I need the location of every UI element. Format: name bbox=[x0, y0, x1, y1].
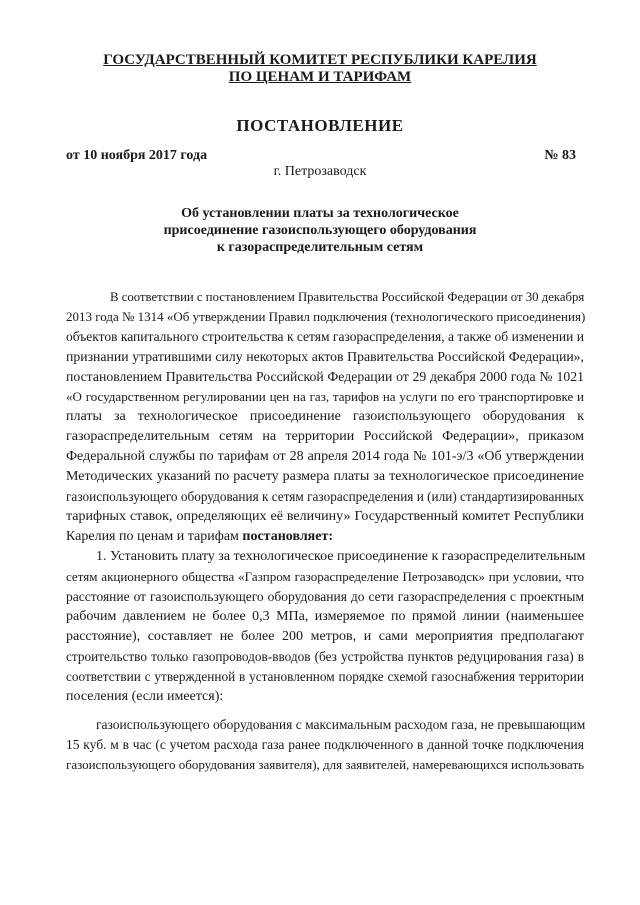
document-city: г. Петрозаводск bbox=[273, 164, 367, 179]
body-line: тарифных ставок, определяющих её величину» Государственный комитет Республики bbox=[66, 509, 584, 524]
body-line: Методических указаний по расчету размера платы за технологическое присоединение bbox=[66, 469, 584, 484]
body-line: 15 куб. м в час (с учетом расхода газа ранее подключенного в данной точке подключения bbox=[66, 737, 584, 752]
body-line: признании утратившими силу некоторых актов Правительства Российской Федерации», bbox=[66, 349, 584, 364]
document-subject bbox=[0, 205, 640, 256]
body-line: «О государственном регулировании цен на газ, тарифов на услуги по его транспортировке и bbox=[66, 389, 584, 404]
body-line: соответствии с утвержденной в установленном порядке схемой газоснабжения территории bbox=[66, 669, 584, 684]
body-line: Федеральной службы по тарифам от 28 апреля 2014 года № 101-э/3 «Об утверждении bbox=[66, 449, 584, 464]
body-line bbox=[66, 527, 584, 547]
body-line: газоиспользующего оборудования с максимальным расходом газа, не превышающим bbox=[96, 717, 586, 732]
subject-line: Об установлении платы за технологическое bbox=[181, 206, 459, 221]
document-date: от 10 ноября 2017 года bbox=[66, 148, 208, 163]
document-number: № 83 bbox=[544, 148, 576, 163]
body-line: газоиспользующего оборудования к сетям газораспределения и (или) стандартизированных bbox=[66, 489, 585, 504]
body-line: 1. Установить плату за технологическое присоединение к газораспределительным bbox=[96, 549, 586, 564]
body-line: объектов капитального строительства к сетям газораспределения, а также об изменении и bbox=[66, 329, 584, 344]
body-line: газораспределительным сетям на территории Российской Федерации», приказом bbox=[66, 429, 584, 444]
body-line: сетям акционерного общества «Газпром газораспределение Петрозаводск» при условии, что bbox=[66, 569, 584, 584]
body-line: 2013 года № 1314 «Об утверждении Правил подключения (технологического присоединения) bbox=[66, 309, 586, 324]
body-line: газоиспользующего оборудования заявителя), для заявителей, намеревающихся использовать bbox=[66, 757, 585, 772]
body-line: постановлением Правительства Российской Федерации от 29 декабря 2000 года № 1021 bbox=[66, 369, 584, 384]
body-line: В соответствии с постановлением Правительства Российской Федерации от 30 декабря bbox=[110, 290, 585, 304]
decree-word: постановляет: bbox=[242, 529, 334, 544]
subject-line: присоединение газоиспользующего оборудования bbox=[163, 223, 477, 238]
body-line: строительство только газопроводов-вводов (без устройства пунктов редуцирования газа) в bbox=[66, 649, 584, 664]
body-line: рабочим давлением не более 0,3 МПа, измеряемое по прямой линии (наименьшее bbox=[66, 609, 584, 624]
organization-name-line1: ГОСУДАРСТВЕННЫЙ КОМИТЕТ РЕСПУБЛИКИ КАРЕЛИЯ bbox=[103, 52, 537, 68]
body-line: платы за технологическое присоединение газоиспользующего оборудования к bbox=[66, 409, 584, 424]
subject-line: к газораспределительным сетям bbox=[216, 240, 424, 255]
body-line: расстояние от газоиспользующего оборудования до сети газораспределения с проектным bbox=[66, 589, 584, 604]
body-line: расстояние), составляет не более 200 метров, и сами мероприятия предполагают bbox=[66, 629, 584, 644]
document-type-title: ПОСТАНОВЛЕНИЕ bbox=[236, 116, 404, 135]
body-line: поселения (если имеется): bbox=[66, 689, 224, 704]
organization-name-line2: ПО ЦЕНАМ И ТАРИФАМ bbox=[228, 69, 412, 85]
body-line-text: Карелия по ценам и тарифам bbox=[66, 529, 239, 544]
